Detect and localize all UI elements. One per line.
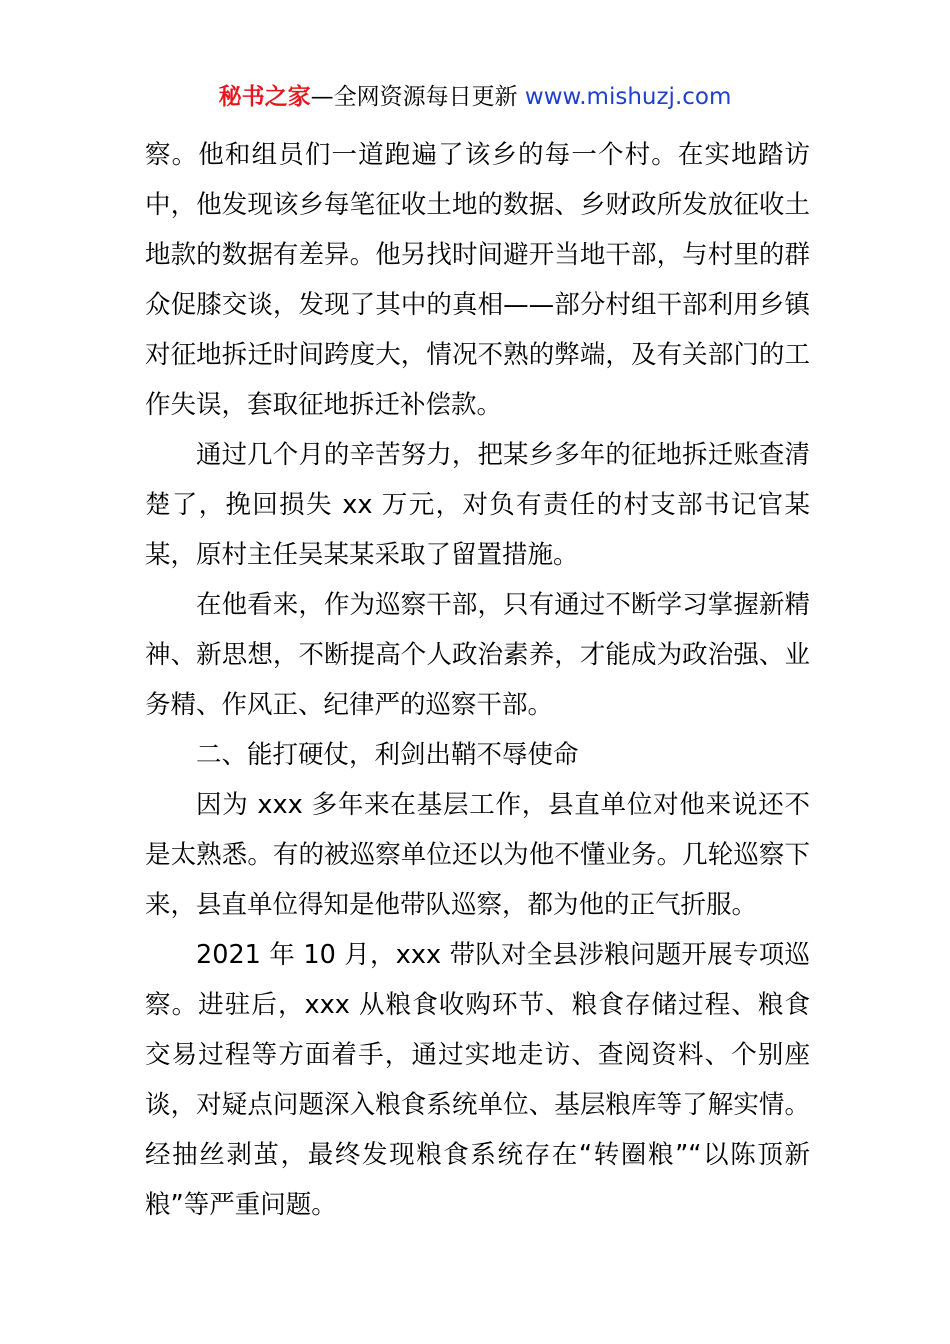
paragraph: 2021 年 10 月，xxx 带队对全县涉粮问题开展专项巡察。进驻后，xxx 从粮食收购环节、粮食存储过程、粮食交易过程等方面着手，通过实地走访、查阅资料、个别座谈，对疑点问题深入粮食系统单位、基层粮库等了解实情。经抽丝剥茧，最终发现粮食系统存在“转圈粮”“以陈顶新粮”等严重问题。 [145,940,810,1220]
page-header [0,80,950,114]
header-slogan: —全网资源每日更新 [310,84,525,110]
document-body [145,130,810,1230]
section-heading: 二、能打硬仗，利剑出鞘不辱使命 [196,740,579,770]
brand-name: 秘书之家 [218,84,311,110]
paragraph-continued: 察。他和组员们一道跑遍了该乡的每一个村。在实地踏访中，他发现该乡每笔征收土地的数据、乡财政所发放征收土地款的数据有差异。他另找时间避开当地干部，与村里的群众促膝交谈，发现了其中的真相——部分村组干部利用乡镇对征地拆迁时间跨度大，情况不熟的弊端，及有关部门的工作失误，套取征地拆迁补偿款。 [145,140,810,420]
paragraph: 因为 xxx 多年来在基层工作，县直单位对他来说还不是太熟悉。有的被巡察单位还以为他不懂业务。几轮巡察下来，县直单位得知是他带队巡察，都为他的正气折服。 [145,790,810,920]
website-url[interactable]: www.mishuzj.com [524,84,732,110]
paragraph: 通过几个月的辛苦努力，把某乡多年的征地拆迁账查清楚了，挽回损失 xx 万元，对负有责任的村支部书记官某某，原村主任吴某某采取了留置措施。 [145,440,810,570]
paragraph: 在他看来，作为巡察干部，只有通过不断学习掌握新精神、新思想，不断提高个人政治素养，才能成为政治强、业务精、作风正、纪律严的巡察干部。 [145,590,810,720]
